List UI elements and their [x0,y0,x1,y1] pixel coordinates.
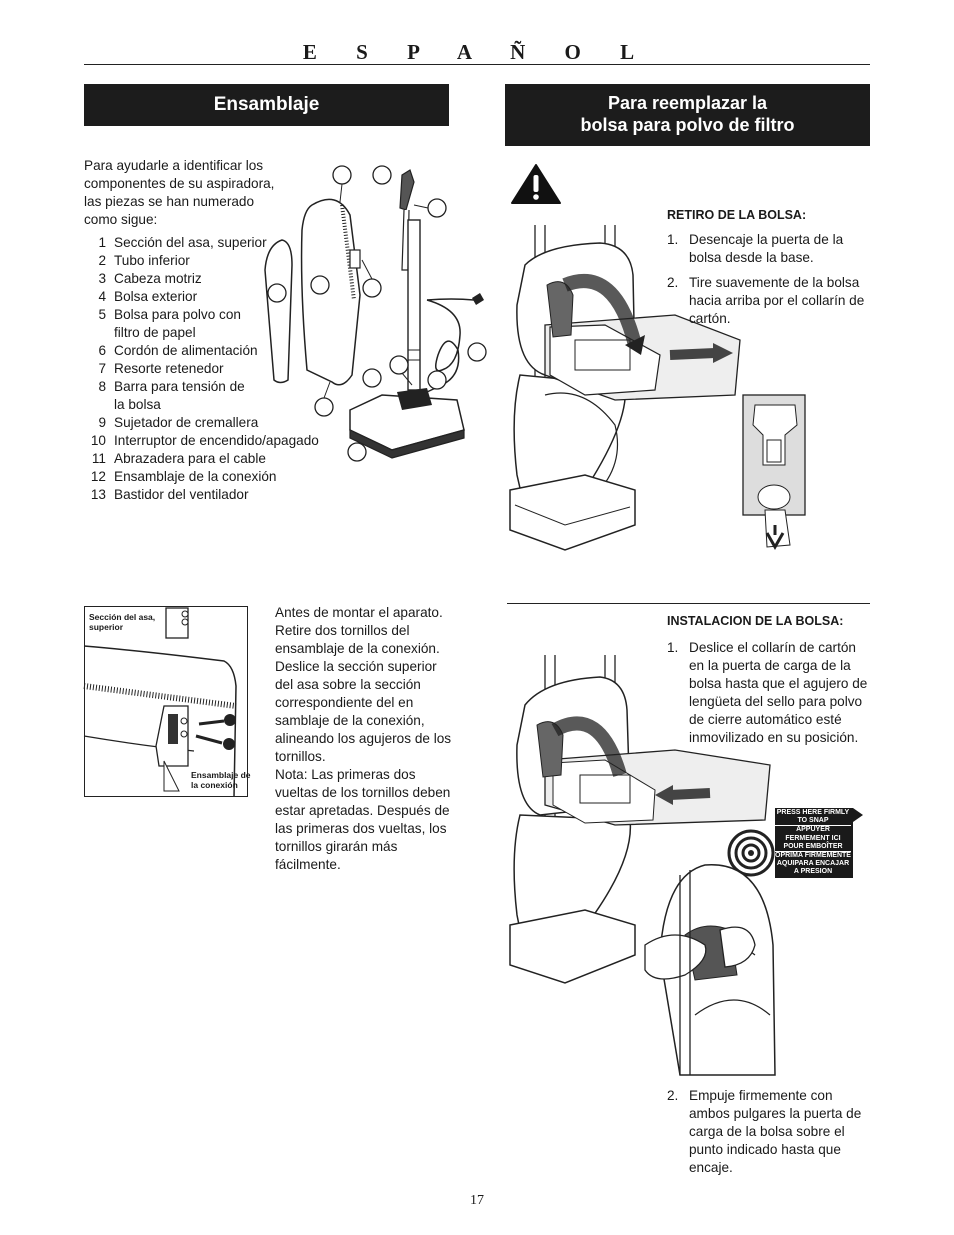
assembly-intro: Para ayudarle a identificar los componentes de su aspiradora, las piezas se han numerado como sigue: [84,158,275,227]
snap-label-line: POUR EMBOÎTER [783,842,843,850]
snap-label-line: FERMEMENT ICI [785,834,841,842]
part-label: Abrazadera para el cable [114,451,266,466]
assembly-instructions-text: Antes de montar el aparato. Retire dos tornillos del ensamblaje de la conexión. Deslice la sección superior del asa sobre la sección correspondiente del en samblaje de la conexión, alineando los agujeros de los tornillos. [275,605,452,764]
replace-bag-title-line2: bolsa para polvo de filtro [580,115,795,135]
snap-label-line: A PRESION [793,868,833,876]
step-text: Deslice el collarín de cartón en la puerta de carga de la bolsa hasta que el agujero de lengüeta del sello para polvo de cierre automático esté inmovilizado en su posición. [689,640,868,745]
part-label: Resorte retenedor [114,361,224,376]
part-label: Cordón de alimentación [114,343,258,358]
part-number: 6 [98,343,106,358]
part-number: 3 [98,271,106,286]
part-number: 7 [98,361,106,376]
snap-label-line: TO SNAP [797,817,829,825]
figure-caption-bottom: Ensamblaje de la conexión [191,770,251,790]
removal-steps [667,231,872,335]
part-row [84,486,344,504]
section-divider [507,603,870,604]
part-number: 12 [90,469,106,484]
install-step-2 [667,1087,872,1184]
assembly-instructions [275,604,453,874]
part-number: 4 [98,289,106,304]
snap-label-line: AQUIPARA ENCAJAR [776,860,850,868]
connection-figure-drawing [84,606,248,797]
part-label: Sujetador de cremallera [114,415,259,430]
step-number: 1. [667,640,679,655]
assembly-title: Ensamblaje [213,93,320,115]
page-number: 17 [470,1193,484,1208]
part-label: Cabeza motriz [114,271,202,286]
part-label: Barra para tensión de la bolsa [114,379,245,412]
language-header: E S P A Ñ O L [302,40,652,64]
step-item [667,639,872,747]
replace-bag-title-bar [505,84,870,146]
snap-label-line: PRESS HERE FIRMLY [776,809,850,816]
part-label: Interruptor de encendido/apagado [114,433,319,448]
step-number: 2. [667,1088,679,1103]
snap-label-line: APPUYER [775,825,851,834]
part-number: 11 [91,451,106,466]
snap-label-line: OPRIMA FIRMEMENTE [775,852,851,860]
figure-caption-top: Sección del asa, superior [89,612,156,632]
part-label: Sección del asa, superior [114,235,267,250]
assembly-note: Nota: Las primeras dos vueltas de los tornillos deben estar apretadas. Después de las primeras dos vueltas, los tornillos girarán más fácilmente. [275,767,451,872]
step-item [667,1087,872,1177]
step-text: Empuje firmemente con ambos pulgares la puerta de carga de la bolsa sobre el punto indicado hasta que encaje. [689,1088,862,1175]
part-label: Bolsa exterior [114,289,198,304]
step-number: 2. [667,275,679,290]
part-number: 5 [98,307,106,322]
warning-icon [510,163,562,205]
step-text: Desencaje la puerta de la bolsa desde la base. [689,232,844,265]
step-item [667,274,872,328]
part-number: 8 [98,379,106,394]
part-label: Ensamblaje de la conexión [114,469,277,484]
snap-label [775,809,851,877]
part-label: Tubo inferior [114,253,190,268]
part-number: 10 [90,433,106,448]
removal-heading: RETIRO DE LA BOLSA: [667,208,807,222]
install-steps [667,639,872,754]
assembly-title-bar [84,84,449,126]
step-number: 1. [667,232,679,247]
part-number: 9 [98,415,106,430]
part-number: 1 [98,235,106,250]
install-heading: INSTALACION DE LA BOLSA: [667,614,844,628]
part-number: 13 [90,487,106,502]
vacuum-exploded-diagram [262,160,492,465]
part-label: Bolsa para polvo con filtro de papel [114,307,241,340]
part-row [84,468,344,486]
part-number: 2 [98,253,106,268]
header-rule [84,64,870,65]
step-text: Tire suavemente de la bolsa hacia arriba por el collarín de cartón. [689,275,865,326]
step-item [667,231,872,267]
replace-bag-title-line1: Para reemplazar la [607,93,768,114]
part-label: Bastidor del ventilador [114,487,249,502]
